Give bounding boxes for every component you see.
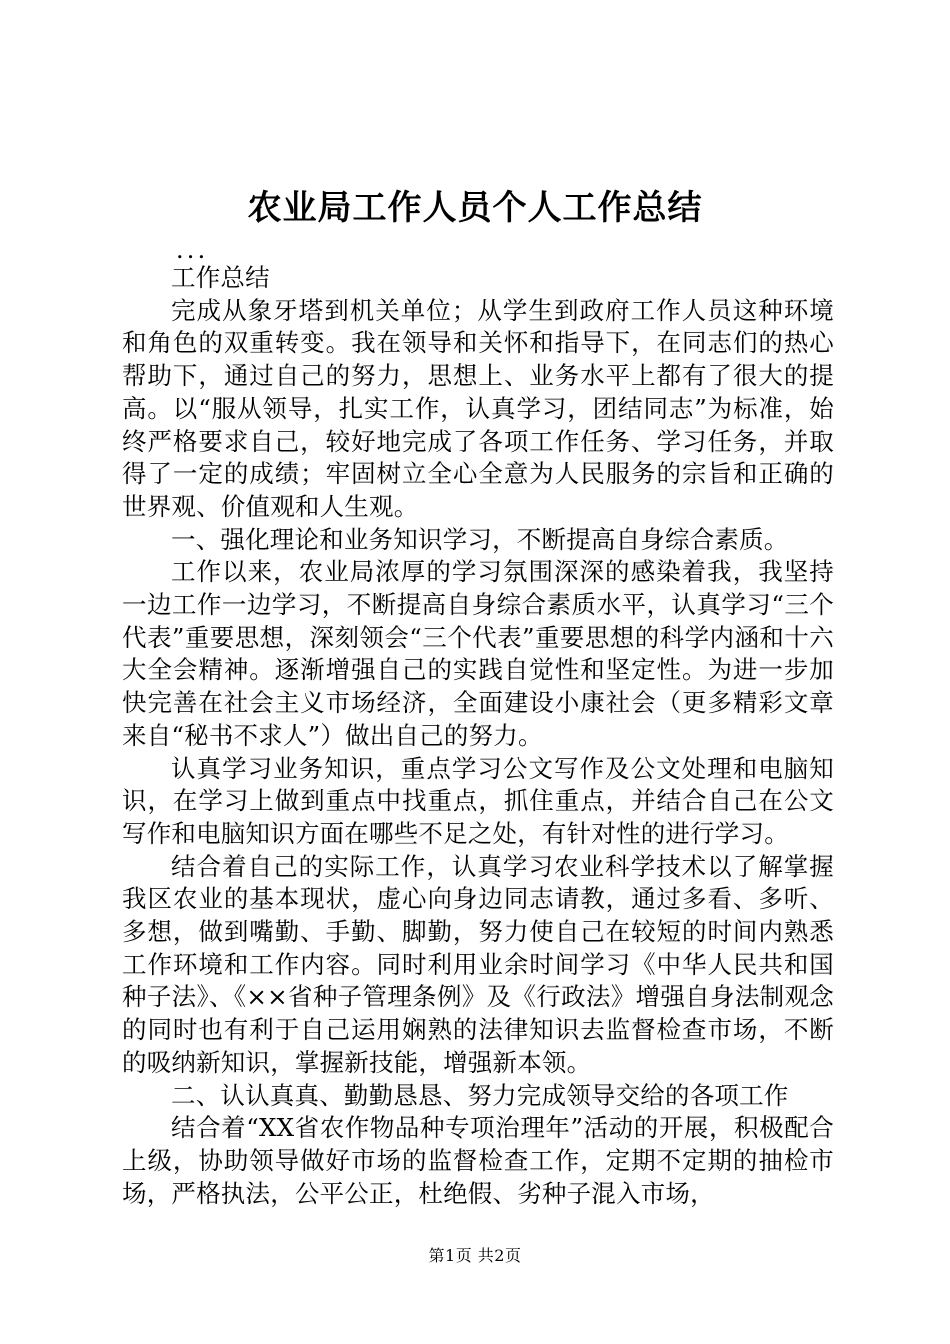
ellipsis-line: ... — [175, 235, 209, 264]
section-label: 工作总结 — [171, 263, 270, 292]
document-body — [122, 235, 834, 1210]
document-title: 农业局工作人员个人工作总结 — [247, 188, 703, 228]
page-number: 第1页 共2页 — [428, 1246, 522, 1265]
practice-paragraph: 结合着自己的实际工作，认真学习农业科学技术以了解掌握我区农业的基本现状，虚心向身边同志请教，通过多看、多听、多想，做到嘴勤、手勤、脚勤，努力使自己在较短的时间内熟悉工作环境和工作内容。同时利用业余时间学习《中华人民共和国种子法》、《××省种子管理条例》及《行政法》增强自身法制观念的同时也有利于自己运用娴熟的法律知识去监督检查市场，不断的吸纳新知识，掌握新技能，增强新本领。 — [122, 851, 834, 1077]
intro-paragraph: 完成从象牙塔到机关单位；从学生到政府工作人员这种环境和角色的双重转变。我在领导和关怀和指导下，在同志们的热心帮助下，通过自己的努力，思想上、业务水平上都有了很大的提高。以“服从领导，扎实工作，认真学习，团结同志”为标准，始终严格要求自己，较好地完成了各项工作任务、学习任务，并取得了一定的成绩；牢固树立全心全意为人民服务的宗旨和正确的世界观、价值观和人生观。 — [122, 295, 834, 521]
market-inspection-paragraph: 结合着“XX省农作物品种专项治理年”活动的开展，积极配合上级，协助领导做好市场的监督检查工作，定期不定期的抽检市场，严格执法，公平公正，杜绝假、劣种子混入市场， — [122, 1113, 834, 1208]
business-knowledge-paragraph: 认真学习业务知识，重点学习公文写作及公文处理和电脑知识，在学习上做到重点中找重点，抓住重点，并结合自己在公文写作和电脑知识方面在哪些不足之处，有针对性的进行学习。 — [122, 753, 834, 848]
heading-one: 一、强化理论和业务知识学习，不断提高自身综合素质。 — [171, 524, 789, 554]
heading-two: 二、认认真真、勤勤恳恳、努力完成领导交给的各项工作 — [171, 1080, 789, 1110]
study-paragraph: 工作以来，农业局浓厚的学习氛围深深的感染着我，我坚持一边工作一边学习，不断提高自身综合素质水平，认真学习“三个代表”重要思想，深刻领会“三个代表”重要思想的科学内涵和十六大全会精神。逐渐增强自己的实践自觉性和坚定性。为进一步加快完善在社会主义市场经济，全面建设小康社会（更多精彩文章来自“秘书不求人”）做出自己的努力。 — [122, 557, 834, 750]
